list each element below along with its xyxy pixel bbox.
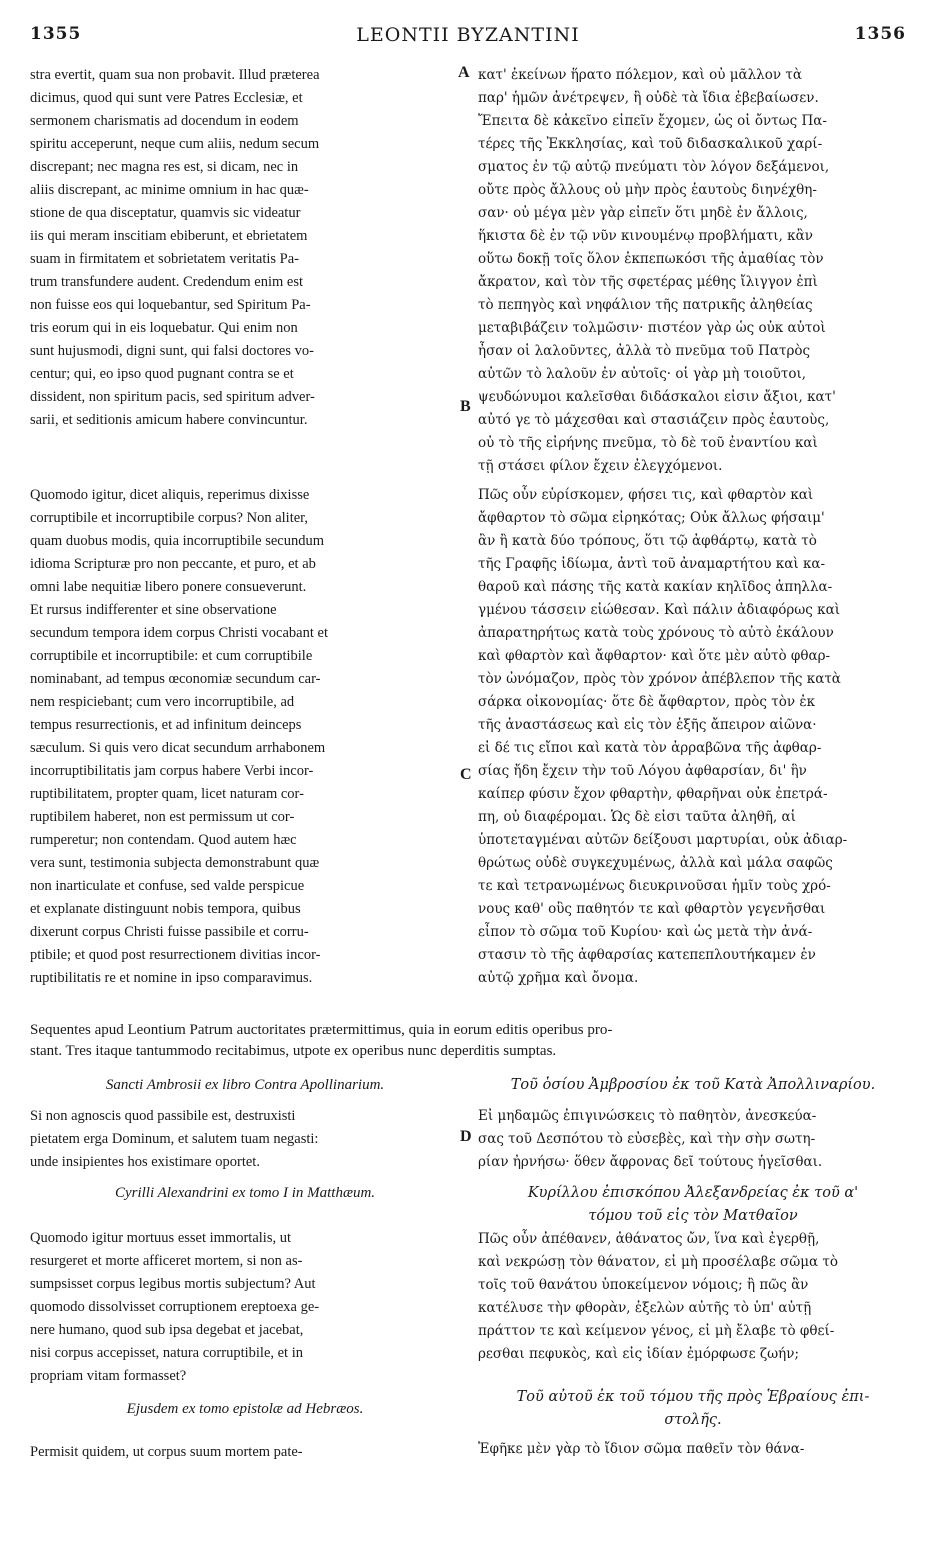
text-line: οὕτω δοκῇ τοῖς ὅλον ἐκπεπωκόσι τῆς ἀμαθίας τὸν xyxy=(478,251,824,267)
text-line: corruptibile et incorruptibile: et cum corruptibile xyxy=(30,648,313,664)
text-line: τῆς ἀναστάσεως καὶ εἰς τὸν ἑξῆς ἄπειρον αἰῶνα· xyxy=(478,717,817,733)
text-line: ἥκιστα δὲ ἐν τῷ νῦν κινουμένῳ προβλήματι, κἂν xyxy=(478,228,813,244)
text-line: θαροῦ καὶ πάσης τῆς κατὰ κακίαν κηλῖδος ἀπηλλα- xyxy=(478,579,833,595)
text-line: ἀπαρατηρήτως κατὰ τοὺς χρόνους τὸ αὐτὸ ἐκάλουν xyxy=(478,625,834,641)
text-line: ὑποτεταγμέναι αὐτῶν δείξουσι μαρτυρίαι, οὐκ ἀδιαρ- xyxy=(478,832,848,848)
text-line: Quomodo igitur mortuus esset immortalis, ut xyxy=(30,1230,291,1246)
latin-heading-cyril: Cyrilli Alexandrini ex tomo I in Matthæum. xyxy=(114,1185,376,1201)
text-line: καὶ νεκρώσῃ τὸν θάνατον, εἰ μὴ προσέλαβε σῶμα τὸ xyxy=(478,1254,839,1270)
latin-cyril-text xyxy=(30,1227,460,1388)
text-line: dixerunt corpus Christi fuisse passibile et corru- xyxy=(30,924,309,940)
greek-heading-hebrews xyxy=(478,1386,908,1432)
latin-ambrose-text xyxy=(30,1105,460,1174)
text-line: ρεσθαι πεφυκὸς, καὶ εἰς ἰδίαν ἐμόρφωσε ζωήν; xyxy=(478,1346,800,1362)
text-line: σάρκα οἰκονομίας· ὅτε δὲ ἄφθαρτον, πρὸς τὸν ἐκ xyxy=(478,694,816,710)
text-line: Si non agnoscis quod passibile est, destruxisti xyxy=(30,1108,296,1124)
text-line: αὐτό γε τὸ μάχεσθαι καὶ στασιάζειν πρὸς ἑαυτοὺς, xyxy=(478,412,830,428)
text-line: secundum tempora idem corpus Christi vocabant et xyxy=(30,625,328,641)
greek-paragraph-2 xyxy=(478,484,908,990)
text-line: sermonem charismatis ad docendum in eodem xyxy=(30,113,299,129)
text-line: αὐτῶν τὸ λαλοῦν ἐν αὐτοῖς· οἱ γὰρ μὴ τοιοῦτοι, xyxy=(478,366,807,382)
text-line: nem respiciebant; cum vero incorruptibile, ad xyxy=(30,694,295,710)
greek-heading-cyril-line: Κυρίλλου ἐπισκόπου Ἀλεξανδρείας ἐκ τοῦ α' xyxy=(527,1185,859,1201)
greek-paragraph-1 xyxy=(478,64,908,478)
text-line: quomodo dissolvisset corruptionem ereptoexa ge- xyxy=(30,1299,320,1315)
text-line: dicimus, quod qui sunt vere Patres Ecclesiæ, et xyxy=(30,90,303,106)
text-line: stra evertit, quam sua non probavit. Illud præterea xyxy=(30,67,320,83)
text-line: discrepant; nec magna res est, si dicam, nec in xyxy=(30,159,299,175)
text-line: καὶ φθαρτὸν καὶ ἄφθαρτον· καὶ ὅτε μὲν αὐτὸ φθαρ- xyxy=(478,648,831,664)
text-line: nere humano, quod sub ipsa degebat et jacebat, xyxy=(30,1322,304,1338)
text-line: non fuisse eos qui loquebantur, sed Spiritum Pa- xyxy=(30,297,311,313)
text-line: αὐτῷ χρῆμα καὶ ὄνομα. xyxy=(478,970,639,986)
text-line: οὔτε πρὸς ἄλλους οὐ μὴν πρὸς ἑαυτοὺς διηνέχθη- xyxy=(478,182,817,198)
right-page-number: 1356 xyxy=(854,24,906,44)
text-line: κατέλυσε τὴν φθορὰν, ἐξελὼν αὐτῆς τὸ ὑπ' αὐτῇ xyxy=(478,1300,812,1316)
greek-ambrose-text xyxy=(478,1105,908,1174)
text-line: Πῶς οὖν εὑρίσκομεν, φήσει τις, καὶ φθαρτὸν καὶ xyxy=(478,487,814,503)
greek-final-line: Ἐφῆκε μὲν γὰρ τὸ ἴδιον σῶμα παθεῖν τὸν θάνα- xyxy=(478,1441,805,1457)
text-line: παρ' ἡμῶν ἀνέτρεψεν, ἢ οὐδὲ τὰ ἴδια ἐβεβαίωσεν. xyxy=(478,90,819,106)
text-line: κατ' ἐκείνων ἥρατο πόλεμον, καὶ οὐ μᾶλλον τὰ xyxy=(478,67,802,83)
text-line: ptibile; et quod post resurrectionem divitias incor- xyxy=(30,947,321,963)
text-line: et explanate distinguunt nobis tempora, quibus xyxy=(30,901,301,917)
text-line: Ἔπειτα δὲ κἀκεῖνο εἰπεῖν ἔχομεν, ὡς οἱ ὄντως Πα- xyxy=(478,113,827,129)
text-line: σίας ἤδη ἔχειν τὴν τοῦ Λόγου ἀφθαρσίαν, δι' ἣν xyxy=(478,763,807,779)
text-line: ruptibilem haberet, non est permissum ut cor- xyxy=(30,809,295,825)
text-line: resurgeret et morte afficeret mortem, si non as- xyxy=(30,1253,303,1269)
running-header xyxy=(30,24,906,54)
text-line: pietatem erga Dominum, et salutem tuam negasti: xyxy=(30,1131,319,1147)
text-line: τὸν ὠνόμαζον, πρὸς τὸν χρόνον ἀπέβλεπον τῆς κατὰ xyxy=(478,671,841,687)
text-line: aliis discrepant, ac minime omnium in hac quæ- xyxy=(30,182,309,198)
text-line: suam in firmitatem et sobrietatem veritatis Pa- xyxy=(30,251,299,267)
greek-heading-hebrews-line: στολῆς. xyxy=(664,1412,722,1428)
editorial-note-line: stant. Tres itaque tantummodo recitabimus, utpote ex operibus nunc deperditis sumptas. xyxy=(30,1043,557,1059)
text-line: sæculum. Si quis vero dicat secundum arrhabonem xyxy=(30,740,326,756)
text-line: σματος ἐν τῷ αὐτῷ πνεύματι τὸν λόγον δεξάμενοι, xyxy=(478,159,830,175)
section-marker-b: B xyxy=(460,398,471,415)
text-line: καίπερ φύσιν ἔχον φθαρτὴν, φθαρῆναι οὐκ ἐπετρά- xyxy=(478,786,828,802)
text-line: τῇ στάσει φίλον ἔχειν ἐλεγχόμενοι. xyxy=(478,458,723,474)
greek-heading-hebrews-line: Τοῦ αὐτοῦ ἐκ τοῦ τόμου τῆς πρὸς Ἑβραίους ἐπι- xyxy=(516,1389,870,1405)
text-line: iis qui meram inscitiam ebiberunt, et ebrietatem xyxy=(30,228,308,244)
greek-heading-ambrose: Τοῦ ὁσίου Ἀμβροσίου ἐκ τοῦ Κατὰ Ἀπολλιναρίου. xyxy=(510,1077,876,1093)
text-line: ruptibilitatis re et nomine in ipso comparavimus. xyxy=(30,970,313,986)
section-marker-c: C xyxy=(460,766,472,783)
text-line: ψευδώνυμοι καλεῖσθαι διδάσκαλοι εἰσιν ἄξιοι, κατ' xyxy=(478,389,836,405)
text-line: trum transfundere audent. Credendum enim est xyxy=(30,274,304,290)
latin-heading-hebrews: Ejusdem ex tomo epistolæ ad Hebræos. xyxy=(126,1401,364,1417)
text-line: τὸ πεπηγὸς καὶ νηφάλιον τῆς πατρικῆς ἀληθείας xyxy=(478,297,813,313)
text-line: propriam vitam formasset? xyxy=(30,1368,187,1384)
text-line: idioma Scripturæ pro non peccante, et puro, et ab xyxy=(30,556,316,572)
greek-heading-cyril xyxy=(478,1182,908,1228)
section-marker-d: D xyxy=(460,1128,472,1145)
text-line: τε καὶ τετρανωμένως διευκρινοῦσαι ἡμῖν τοὺς χρό- xyxy=(478,878,831,894)
editorial-note xyxy=(30,1020,910,1062)
text-line: σας τοῦ Δεσπότου τὸ εὐσεβὲς, καὶ τὴν σὴν σωτη- xyxy=(478,1131,816,1147)
greek-citations xyxy=(478,1074,908,1461)
text-line: rumperetur; non contendam. Quod autem hæc xyxy=(30,832,297,848)
text-line: τῆς Γραφῆς ἰδίωμα, ἀντὶ τοῦ ἀναμαρτήτου καὶ κα- xyxy=(478,556,826,572)
text-line: σαν· οὐ μέγα μὲν γὰρ εἰπεῖν ὅτι μηδὲ ἐν ἄλλοις, xyxy=(478,205,808,221)
text-line: νους καθ' οὓς παθητόν τε καὶ φθαρτὸν γεγενῆσθαι xyxy=(478,901,826,917)
text-line: sarii, et seditionis amicum habere convincuntur. xyxy=(30,412,308,428)
greek-cyril-text xyxy=(478,1228,908,1366)
text-line: tris eorum qui in eis loquebatur. Qui enim non xyxy=(30,320,298,336)
text-line: sunt hujusmodi, digni sunt, qui falsi doctores vo- xyxy=(30,343,314,359)
text-line: ἂν ἢ κατὰ δύο τρόπους, ὅτι τῷ ἀφθάρτῳ, κατὰ τὸ xyxy=(478,533,817,549)
text-line: στασιν τὸ τῆς ἀφθαρσίας κατεπεπλουτήκαμεν ἐν xyxy=(478,947,816,963)
latin-paragraph-2 xyxy=(30,484,460,990)
latin-paragraph-1 xyxy=(30,64,460,432)
text-line: οὐ τὸ τῆς εἰρήνης πνεῦμα, τὸ δὲ τοῦ ἐναντίου καὶ xyxy=(478,435,818,451)
text-line: omni labe nequitiæ libero ponere consueverunt. xyxy=(30,579,307,595)
latin-heading-ambrose: Sancti Ambrosii ex libro Contra Apollinarium. xyxy=(105,1077,385,1093)
text-line: μεταβιβάζειν τολμῶσιν· πιστέον γὰρ ὡς οὐκ αὐτοὶ xyxy=(478,320,826,336)
text-line: vera sunt, testimonia subjecta demonstrabunt quæ xyxy=(30,855,320,871)
text-line: γμένου τάσσειν εἰώθεσαν. Καὶ πάλιν ἀδιαφόρως καὶ xyxy=(478,602,841,618)
text-line: non inarticulate et confuse, sed valde perspicue xyxy=(30,878,305,894)
latin-final-line: Permisit quidem, ut corpus suum mortem pate- xyxy=(30,1444,303,1460)
text-line: sumpsisset corpus legibus mortis subjectum? Aut xyxy=(30,1276,316,1292)
text-line: ἄκρατον, καὶ τὸν τῆς σφετέρας μέθης ἴλιγγον ἐπὶ xyxy=(478,274,818,290)
text-line: unde insipientes hos existimare oportet. xyxy=(30,1154,260,1170)
text-line: τοῖς τοῦ θανάτου ὑποκείμενον νόμοις; ἢ πῶς ἂν xyxy=(478,1277,809,1293)
text-line: incorruptibilitatis jam corpus habere Verbi incor- xyxy=(30,763,314,779)
text-line: ruptibilitatem, propter quam, licet naturam cor- xyxy=(30,786,304,802)
text-line: dissident, non spiritum pacis, sed spiritum adver- xyxy=(30,389,315,405)
latin-citations xyxy=(30,1074,460,1464)
text-line: ρίαν ἠρνήσω· ὅθεν ἄφρονας δεῖ τούτους ἡγεῖσθαι. xyxy=(478,1154,823,1170)
text-line: εἰ δέ τις εἴποι καὶ κατὰ τὸν ἀρραβῶνα τῆς ἀφθαρ- xyxy=(478,740,822,756)
left-page-number: 1355 xyxy=(30,24,82,44)
text-line: πη, οὐ διαφέρομαι. Ὡς δὲ εἰσι ταῦτα ἀληθῆ, αἱ xyxy=(478,809,796,825)
text-line: εἶπον τὸ σῶμα τοῦ Κυρίου· καὶ ὡς μετὰ τὴν ἀνά- xyxy=(478,924,813,940)
greek-heading-cyril-line: τόμου τοῦ εἰς τὸν Ματθαῖον xyxy=(588,1208,798,1224)
text-line: nisi corpus accepisset, natura corruptibile, et in xyxy=(30,1345,303,1361)
text-line: ἦσαν οἱ λαλοῦντες, ἀλλὰ τὸ πνεῦμα τοῦ Πατρὸς xyxy=(478,343,811,359)
text-line: tempus resurrectionis, et ad infinitum deinceps xyxy=(30,717,302,733)
editorial-note-line: Sequentes apud Leontium Patrum auctoritates prætermittimus, quia in eorum editis operibus pro- xyxy=(30,1022,613,1038)
text-line: centur; qui, eo ipso quod pugnant contra se et xyxy=(30,366,294,382)
text-line: nominabant, ad tempus œconomiæ secundum car- xyxy=(30,671,321,687)
text-line: Et rursus indifferenter et sine observatione xyxy=(30,602,277,618)
text-line: corruptibile et incorruptibile corpus? Non aliter, xyxy=(30,510,309,526)
text-line: Εἰ μηδαμῶς ἐπιγινώσκεις τὸ παθητὸν, ἀνεσκεύα- xyxy=(478,1108,817,1124)
text-line: spiritu acceperunt, neque cum aliis, nedum secum xyxy=(30,136,320,152)
text-line: πράττον τε καὶ κείμενον γένος, εἰ μὴ ἔλαβε τὸ φθεί- xyxy=(478,1323,835,1339)
text-line: Πῶς οὖν ἀπέθανεν, ἀθάνατος ὤν, ἵνα καὶ ἐγερθῇ, xyxy=(478,1231,820,1247)
text-line: ἄφθαρτον τὸ σῶμα εἰρηκότας; Οὐκ ἄλλως φήσαιμ' xyxy=(478,510,825,526)
section-marker-a: A xyxy=(458,64,470,81)
text-line: Quomodo igitur, dicet aliquis, reperimus dixisse xyxy=(30,487,310,503)
text-line: quam duobus modis, quia incorruptibile secundum xyxy=(30,533,324,549)
text-line: θρώτως οὐδὲ συγκεχυμένως, ἀλλὰ καὶ μάλα σαφῶς xyxy=(478,855,833,871)
running-title: LEONTII BYZANTINI xyxy=(356,24,580,46)
text-line: stione de qua disceptatur, quamvis sic videatur xyxy=(30,205,301,221)
text-line: τέρες τῆς Ἐκκλησίας, καὶ τοῦ διδασκαλικοῦ χαρί- xyxy=(478,136,823,152)
